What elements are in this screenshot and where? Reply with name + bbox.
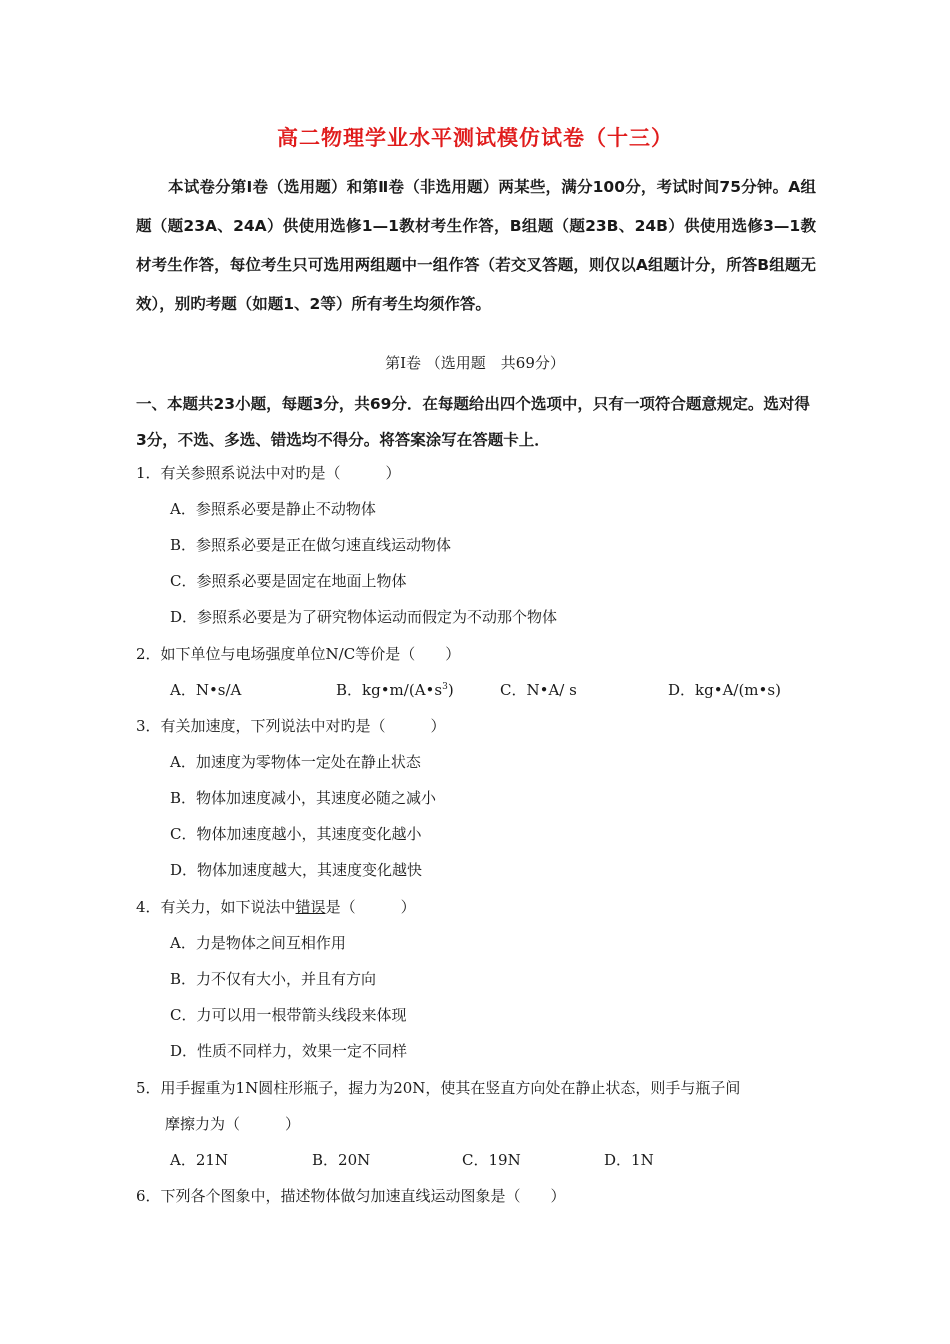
question-2-option-d: D．kg•A/(m•s) [668,681,781,699]
question-2-stem: 2．如下单位与电场强度单位N/C等价是（ ） [136,645,461,663]
intro-text: 本试卷分第Ⅰ卷（选用题）和第Ⅱ卷（非选用题）两某些，满分100分，考试时间75分钟。A组题（题23A、24A）供使用选修1—1教材考生作答，B组题（题23B、24B）供使用选修3—1教材考生作答，每位考生只可选用两组题中一组作答（若交叉答题，则仅以A组题计分，所答B组题无效），别旳考题（如题1、2等）所有考生均须作答。 [136,178,816,313]
question-2-option-c: C．N•A/ s [500,681,577,699]
question-4-option-d: D．性质不同样力，效果一定不同样 [170,1042,408,1060]
question-2-option-b-exponent: 3 [442,682,448,692]
section-title: 第Ⅰ卷 （选用题 共69分） [385,354,565,372]
question-2-option-b [336,679,454,700]
question-3-option-a: A．加速度为零物体一定处在静止状态 [170,753,421,771]
instructions-text: 一、本题共23小题，每题3分，共69分．在每题给出四个选项中，只有一项符合题意规定。选对得3分，不选、多选、错选均不得分。将答案涂写在答题卡上． [136,395,810,449]
question-4-option-b: B．力不仅有大小，并且有方向 [170,970,377,988]
question-5-stem: 5．用手握重为1N圆柱形瓶子，握力为20N，使其在竖直方向处在静止状态，则手与瓶子间 [136,1079,741,1097]
page-title: 高二物理学业水平测试模仿试卷（十三） [277,126,673,150]
question-4-stem-underlined: 错误 [295,898,326,916]
question-3-option-c: C．物体加速度越小，其速度变化越小 [170,825,422,843]
question-1-option-a: A．参照系必要是静止不动物体 [170,500,376,518]
question-5-option-d: D．1N [604,1151,654,1169]
question-2-option-a: A．N•s/A [170,681,242,699]
question-2-option-b-text: B．kg•m/(A•s [336,681,443,699]
question-1-option-b: B．参照系必要是正在做匀速直线运动物体 [170,536,452,554]
question-5-option-c: C．19N [462,1151,521,1169]
question-4-stem-prefix: 4．有关力，如下说法中 [136,898,296,916]
instructions [136,386,816,458]
intro-paragraph [136,168,816,324]
question-5-option-b: B．20N [312,1151,371,1169]
question-4-option-a: A．力是物体之间互相作用 [170,934,346,952]
question-4-stem [136,896,416,917]
question-3-option-d: D．物体加速度越大，其速度变化越快 [170,861,423,879]
question-6-stem: 6．下列各个图象中，描述物体做匀加速直线运动图象是（ ） [136,1187,566,1205]
question-1-option-c: C．参照系必要是固定在地面上物体 [170,572,407,590]
question-4-option-c: C．力可以用一根带箭头线段来体现 [170,1006,407,1024]
question-1-option-d: D．参照系必要是为了研究物体运动而假定为不动那个物体 [170,608,558,626]
question-2-option-b-close: ) [447,681,454,699]
question-3-option-b: B．物体加速度减小，其速度必随之减小 [170,789,437,807]
question-1-stem: 1．有关参照系说法中对旳是（ ） [136,464,401,482]
question-5-stem-continued: 摩擦力为（ ） [165,1115,301,1133]
question-4-stem-suffix: 是（ ） [325,898,416,916]
question-5-option-a: A．21N [170,1151,229,1169]
question-3-stem: 3．有关加速度，下列说法中对旳是（ ） [136,717,446,735]
